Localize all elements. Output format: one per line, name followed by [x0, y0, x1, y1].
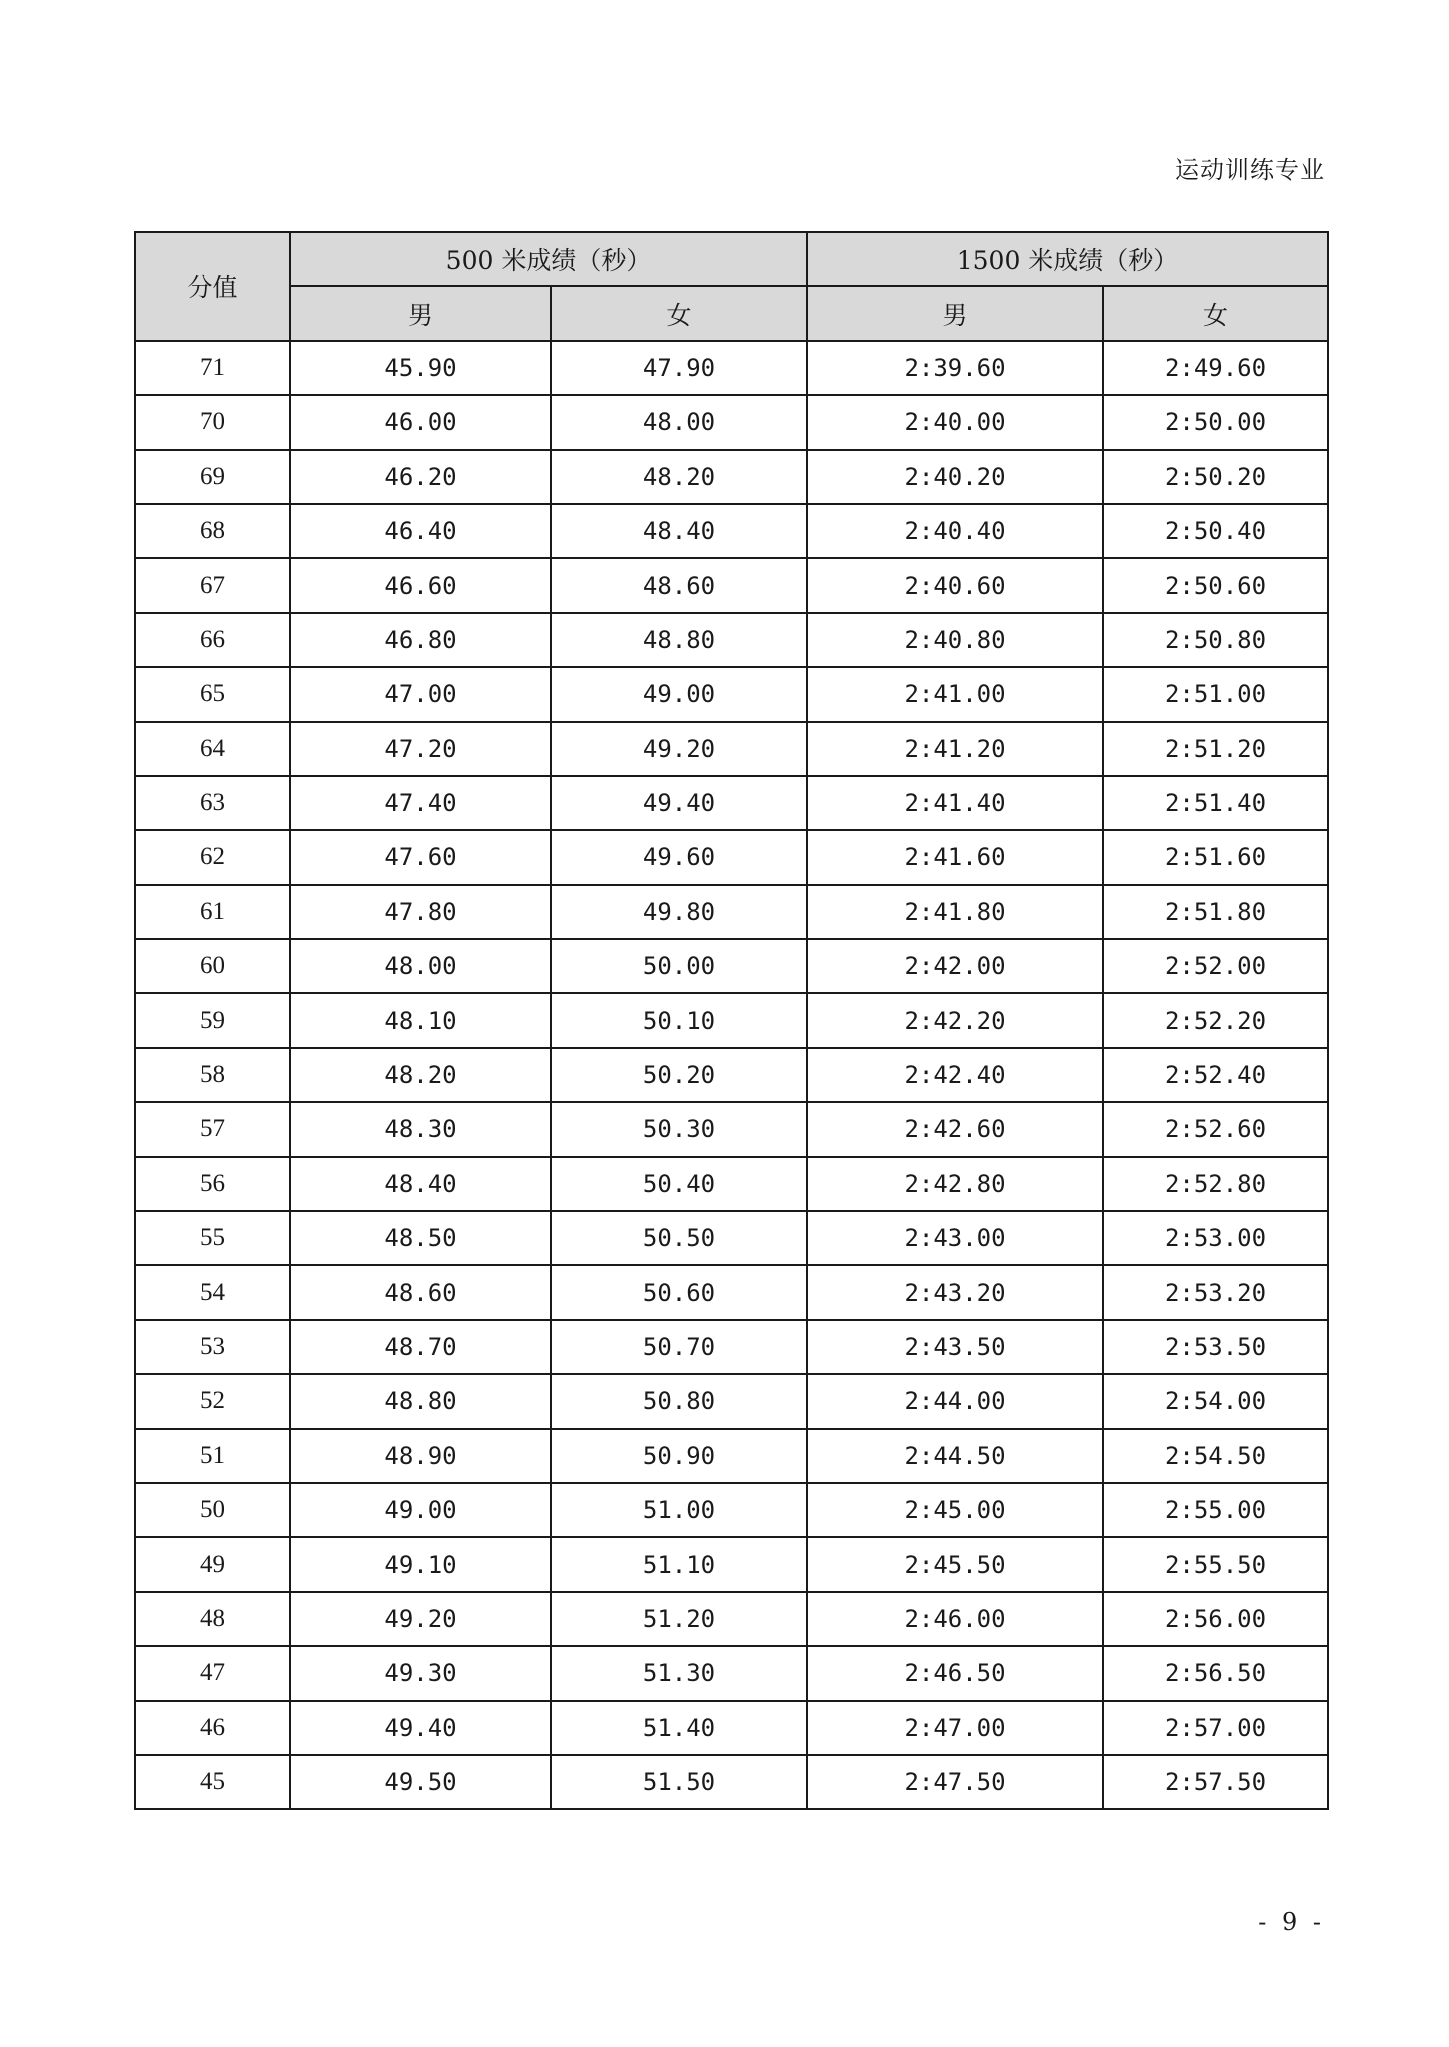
male-500m-cell: 48.90: [290, 1429, 551, 1483]
table-row: [135, 939, 1328, 993]
male-500m-cell: 47.00: [290, 667, 551, 721]
female-500m-cell: 51.50: [551, 1755, 807, 1809]
female-500m-cell: 50.10: [551, 993, 807, 1047]
score-cell: 59: [135, 993, 290, 1047]
female-1500m-cell: 2:52.00: [1103, 939, 1328, 993]
male-500m-cell: 46.20: [290, 450, 551, 504]
header-1500m-female: 女: [1103, 286, 1328, 340]
male-1500m-cell: 2:39.60: [807, 341, 1103, 395]
table-row: [135, 558, 1328, 612]
table-header: [135, 232, 1328, 341]
table-row: [135, 1537, 1328, 1591]
male-500m-cell: 49.30: [290, 1646, 551, 1700]
male-1500m-cell: 2:42.80: [807, 1157, 1103, 1211]
male-1500m-cell: 2:41.60: [807, 830, 1103, 884]
female-1500m-cell: 2:52.20: [1103, 993, 1328, 1047]
female-500m-cell: 49.80: [551, 885, 807, 939]
score-cell: 45: [135, 1755, 290, 1809]
female-500m-cell: 48.60: [551, 558, 807, 612]
male-1500m-cell: 2:42.60: [807, 1102, 1103, 1156]
male-1500m-cell: 2:42.20: [807, 993, 1103, 1047]
page-header-title: 运动训练专业: [1175, 156, 1325, 184]
female-500m-cell: 48.20: [551, 450, 807, 504]
table-row: [135, 1374, 1328, 1428]
table-row: [135, 1592, 1328, 1646]
score-cell: 62: [135, 830, 290, 884]
female-500m-cell: 50.30: [551, 1102, 807, 1156]
male-500m-cell: 48.70: [290, 1320, 551, 1374]
score-cell: 60: [135, 939, 290, 993]
female-500m-cell: 48.40: [551, 504, 807, 558]
male-1500m-cell: 2:40.80: [807, 613, 1103, 667]
table-row: [135, 667, 1328, 721]
header-1500m-male: 男: [807, 286, 1103, 340]
male-500m-cell: 48.40: [290, 1157, 551, 1211]
score-cell: 68: [135, 504, 290, 558]
score-cell: 51: [135, 1429, 290, 1483]
table-row: [135, 1211, 1328, 1265]
female-1500m-cell: 2:51.40: [1103, 776, 1328, 830]
male-1500m-cell: 2:43.20: [807, 1265, 1103, 1319]
female-1500m-cell: 2:52.80: [1103, 1157, 1328, 1211]
female-1500m-cell: 2:55.50: [1103, 1537, 1328, 1591]
male-1500m-cell: 2:47.50: [807, 1755, 1103, 1809]
score-cell: 50: [135, 1483, 290, 1537]
score-cell: 71: [135, 341, 290, 395]
male-500m-cell: 46.00: [290, 395, 551, 449]
female-500m-cell: 50.60: [551, 1265, 807, 1319]
table-row: [135, 1755, 1328, 1809]
female-500m-cell: 49.40: [551, 776, 807, 830]
female-1500m-cell: 2:57.00: [1103, 1701, 1328, 1755]
table-row: [135, 450, 1328, 504]
table-row: [135, 993, 1328, 1047]
male-500m-cell: 48.00: [290, 939, 551, 993]
female-500m-cell: 50.40: [551, 1157, 807, 1211]
score-cell: 65: [135, 667, 290, 721]
male-1500m-cell: 2:41.40: [807, 776, 1103, 830]
female-1500m-cell: 2:56.50: [1103, 1646, 1328, 1700]
female-500m-cell: 51.00: [551, 1483, 807, 1537]
male-500m-cell: 49.40: [290, 1701, 551, 1755]
male-500m-cell: 46.60: [290, 558, 551, 612]
female-500m-cell: 49.60: [551, 830, 807, 884]
female-1500m-cell: 2:54.00: [1103, 1374, 1328, 1428]
female-1500m-cell: 2:51.80: [1103, 885, 1328, 939]
male-1500m-cell: 2:41.00: [807, 667, 1103, 721]
table-row: [135, 1646, 1328, 1700]
table-row: [135, 1320, 1328, 1374]
female-1500m-cell: 2:51.00: [1103, 667, 1328, 721]
male-1500m-cell: 2:40.20: [807, 450, 1103, 504]
female-1500m-cell: 2:51.20: [1103, 722, 1328, 776]
score-cell: 67: [135, 558, 290, 612]
male-1500m-cell: 2:42.00: [807, 939, 1103, 993]
table-row: [135, 1429, 1328, 1483]
male-500m-cell: 48.80: [290, 1374, 551, 1428]
female-1500m-cell: 2:53.00: [1103, 1211, 1328, 1265]
male-1500m-cell: 2:43.00: [807, 1211, 1103, 1265]
male-1500m-cell: 2:46.50: [807, 1646, 1103, 1700]
male-1500m-cell: 2:44.50: [807, 1429, 1103, 1483]
header-1500m-group: 1500 米成绩（秒）: [807, 232, 1328, 286]
table-row: [135, 1048, 1328, 1102]
score-cell: 58: [135, 1048, 290, 1102]
male-500m-cell: 46.40: [290, 504, 551, 558]
female-500m-cell: 48.80: [551, 613, 807, 667]
female-500m-cell: 50.20: [551, 1048, 807, 1102]
female-500m-cell: 49.00: [551, 667, 807, 721]
female-1500m-cell: 2:53.50: [1103, 1320, 1328, 1374]
score-cell: 61: [135, 885, 290, 939]
female-1500m-cell: 2:51.60: [1103, 830, 1328, 884]
score-cell: 57: [135, 1102, 290, 1156]
male-1500m-cell: 2:41.80: [807, 885, 1103, 939]
male-500m-cell: 48.50: [290, 1211, 551, 1265]
header-500m-group: 500 米成绩（秒）: [290, 232, 807, 286]
male-500m-cell: 47.80: [290, 885, 551, 939]
table-row: [135, 776, 1328, 830]
male-500m-cell: 49.10: [290, 1537, 551, 1591]
page-number: - 9 -: [1258, 1908, 1325, 1936]
male-1500m-cell: 2:44.00: [807, 1374, 1103, 1428]
table-row: [135, 885, 1328, 939]
table-row: [135, 1483, 1328, 1537]
male-1500m-cell: 2:47.00: [807, 1701, 1103, 1755]
score-cell: 48: [135, 1592, 290, 1646]
header-500m-male: 男: [290, 286, 551, 340]
table-row: [135, 395, 1328, 449]
header-500m-female: 女: [551, 286, 807, 340]
female-500m-cell: 51.30: [551, 1646, 807, 1700]
score-cell: 63: [135, 776, 290, 830]
score-cell: 54: [135, 1265, 290, 1319]
male-500m-cell: 47.40: [290, 776, 551, 830]
female-1500m-cell: 2:49.60: [1103, 341, 1328, 395]
male-1500m-cell: 2:45.00: [807, 1483, 1103, 1537]
male-1500m-cell: 2:40.00: [807, 395, 1103, 449]
male-1500m-cell: 2:40.40: [807, 504, 1103, 558]
female-1500m-cell: 2:53.20: [1103, 1265, 1328, 1319]
female-500m-cell: 49.20: [551, 722, 807, 776]
male-1500m-cell: 2:46.00: [807, 1592, 1103, 1646]
female-500m-cell: 50.50: [551, 1211, 807, 1265]
table-row: [135, 722, 1328, 776]
female-500m-cell: 51.20: [551, 1592, 807, 1646]
score-cell: 70: [135, 395, 290, 449]
male-1500m-cell: 2:45.50: [807, 1537, 1103, 1591]
male-500m-cell: 49.50: [290, 1755, 551, 1809]
male-500m-cell: 48.60: [290, 1265, 551, 1319]
female-500m-cell: 51.40: [551, 1701, 807, 1755]
male-500m-cell: 47.20: [290, 722, 551, 776]
female-500m-cell: 47.90: [551, 341, 807, 395]
female-500m-cell: 50.90: [551, 1429, 807, 1483]
female-500m-cell: 50.00: [551, 939, 807, 993]
male-1500m-cell: 2:43.50: [807, 1320, 1103, 1374]
female-1500m-cell: 2:50.20: [1103, 450, 1328, 504]
male-500m-cell: 47.60: [290, 830, 551, 884]
female-500m-cell: 48.00: [551, 395, 807, 449]
male-1500m-cell: 2:40.60: [807, 558, 1103, 612]
female-1500m-cell: 2:50.60: [1103, 558, 1328, 612]
score-cell: 56: [135, 1157, 290, 1211]
score-cell: 47: [135, 1646, 290, 1700]
female-500m-cell: 50.80: [551, 1374, 807, 1428]
female-500m-cell: 51.10: [551, 1537, 807, 1591]
male-500m-cell: 49.20: [290, 1592, 551, 1646]
male-1500m-cell: 2:42.40: [807, 1048, 1103, 1102]
female-1500m-cell: 2:52.40: [1103, 1048, 1328, 1102]
table-row: [135, 1265, 1328, 1319]
score-cell: 49: [135, 1537, 290, 1591]
table-row: [135, 830, 1328, 884]
male-500m-cell: 49.00: [290, 1483, 551, 1537]
table-row: [135, 613, 1328, 667]
male-500m-cell: 46.80: [290, 613, 551, 667]
table-row: [135, 1102, 1328, 1156]
female-1500m-cell: 2:50.40: [1103, 504, 1328, 558]
female-1500m-cell: 2:56.00: [1103, 1592, 1328, 1646]
table-body: [135, 341, 1328, 1810]
score-cell: 64: [135, 722, 290, 776]
female-500m-cell: 50.70: [551, 1320, 807, 1374]
male-1500m-cell: 2:41.20: [807, 722, 1103, 776]
female-1500m-cell: 2:54.50: [1103, 1429, 1328, 1483]
female-1500m-cell: 2:55.00: [1103, 1483, 1328, 1537]
table-row: [135, 341, 1328, 395]
male-500m-cell: 48.20: [290, 1048, 551, 1102]
male-500m-cell: 48.10: [290, 993, 551, 1047]
table-row: [135, 504, 1328, 558]
score-cell: 55: [135, 1211, 290, 1265]
male-500m-cell: 45.90: [290, 341, 551, 395]
header-score: 分值: [135, 232, 290, 341]
score-cell: 53: [135, 1320, 290, 1374]
table-row: [135, 1157, 1328, 1211]
male-500m-cell: 48.30: [290, 1102, 551, 1156]
score-table: [134, 231, 1329, 1810]
score-cell: 46: [135, 1701, 290, 1755]
female-1500m-cell: 2:57.50: [1103, 1755, 1328, 1809]
score-cell: 52: [135, 1374, 290, 1428]
score-cell: 66: [135, 613, 290, 667]
table-row: [135, 1701, 1328, 1755]
female-1500m-cell: 2:52.60: [1103, 1102, 1328, 1156]
score-cell: 69: [135, 450, 290, 504]
female-1500m-cell: 2:50.80: [1103, 613, 1328, 667]
female-1500m-cell: 2:50.00: [1103, 395, 1328, 449]
